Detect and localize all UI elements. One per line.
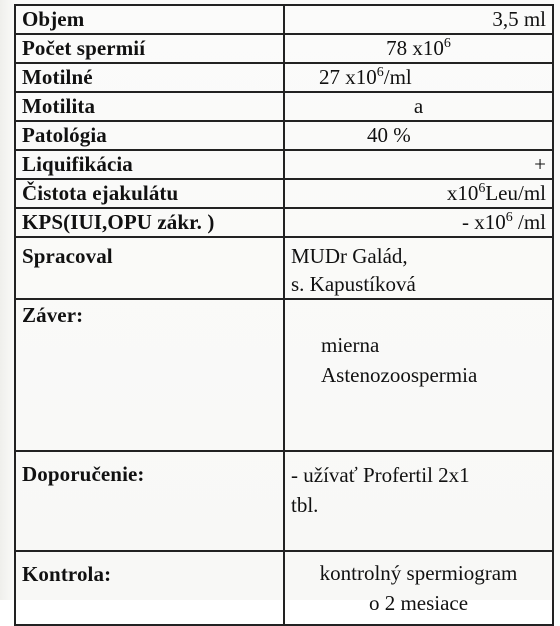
row-motilita: [15, 92, 553, 121]
zaver-line-2: Astenozoospermia: [321, 363, 478, 387]
row-patologia: [15, 121, 553, 150]
value-motilne: [284, 63, 553, 92]
value-cistota-unit: Leu/ml: [485, 181, 546, 205]
value-cistota-exponent: 6: [478, 181, 486, 196]
row-pocet-spermii: [15, 34, 553, 63]
value-patologia: 40 %: [284, 121, 553, 150]
value-pocet-spermii: [284, 34, 553, 63]
value-kontrola: [284, 551, 553, 625]
label-patologia: Patológia: [15, 121, 284, 150]
value-kps-exponent: 6: [505, 210, 513, 225]
label-motilita: Motilita: [15, 92, 284, 121]
spracoval-line-2: s. Kapustíková: [291, 272, 416, 296]
value-cistota-main: x10: [446, 181, 479, 205]
row-spracoval: [15, 237, 553, 299]
value-pocet-main: 78 x10: [386, 36, 444, 60]
row-motilne: [15, 63, 553, 92]
label-liquifikacia: Liquifikácia: [15, 150, 284, 179]
scan-edge-shading: [0, 0, 14, 600]
label-motilne: Motilné: [15, 63, 284, 92]
label-objem: Objem: [15, 5, 284, 34]
kontrola-line-1: kontrolný spermiogram: [319, 561, 518, 585]
label-kps: KPS(IUI,OPU zákr. ): [15, 208, 284, 237]
row-liquifikacia: [15, 150, 553, 179]
label-doporucenie: Doporučenie:: [15, 451, 284, 551]
semen-analysis-table: [14, 4, 554, 626]
row-cistota-ejakulatu: [15, 179, 553, 208]
value-pocet-exponent: 6: [443, 36, 451, 51]
label-zaver: Záver:: [15, 299, 284, 451]
zaver-line-1: mierna: [321, 333, 380, 357]
value-kps-main: - x10: [461, 210, 506, 234]
value-cistota-ejakulatu: [284, 179, 553, 208]
kontrola-line-2: o 2 mesiace: [368, 591, 469, 615]
row-kps: [15, 208, 553, 237]
value-motilne-main: 27 x10: [319, 65, 377, 89]
value-doporucenie: [284, 451, 553, 551]
doporucenie-line-1: - užívať Profertil 2x1: [291, 463, 470, 487]
value-motilita: a: [284, 92, 553, 121]
row-zaver: [15, 299, 553, 451]
value-spracoval: [284, 237, 553, 299]
value-objem: 3,5 ml: [284, 5, 553, 34]
row-doporucenie: [15, 451, 553, 551]
row-kontrola: [15, 551, 553, 625]
value-motilne-exponent: 6: [376, 65, 384, 80]
label-kontrola: Kontrola:: [15, 551, 284, 625]
value-kps-unit: /ml: [512, 210, 546, 234]
label-cistota-ejakulatu: Čistota ejakulátu: [15, 179, 284, 208]
value-kps: [284, 208, 553, 237]
label-pocet-spermii: Počet spermií: [15, 34, 284, 63]
row-objem: [15, 5, 553, 34]
value-motilne-unit: /ml: [383, 65, 412, 89]
value-liquifikacia: +: [284, 150, 553, 179]
doporucenie-line-2: tbl.: [291, 493, 319, 517]
label-spracoval: Spracoval: [15, 237, 284, 299]
spracoval-line-1: MUDr Galád,: [291, 244, 408, 268]
value-zaver: [284, 299, 553, 451]
